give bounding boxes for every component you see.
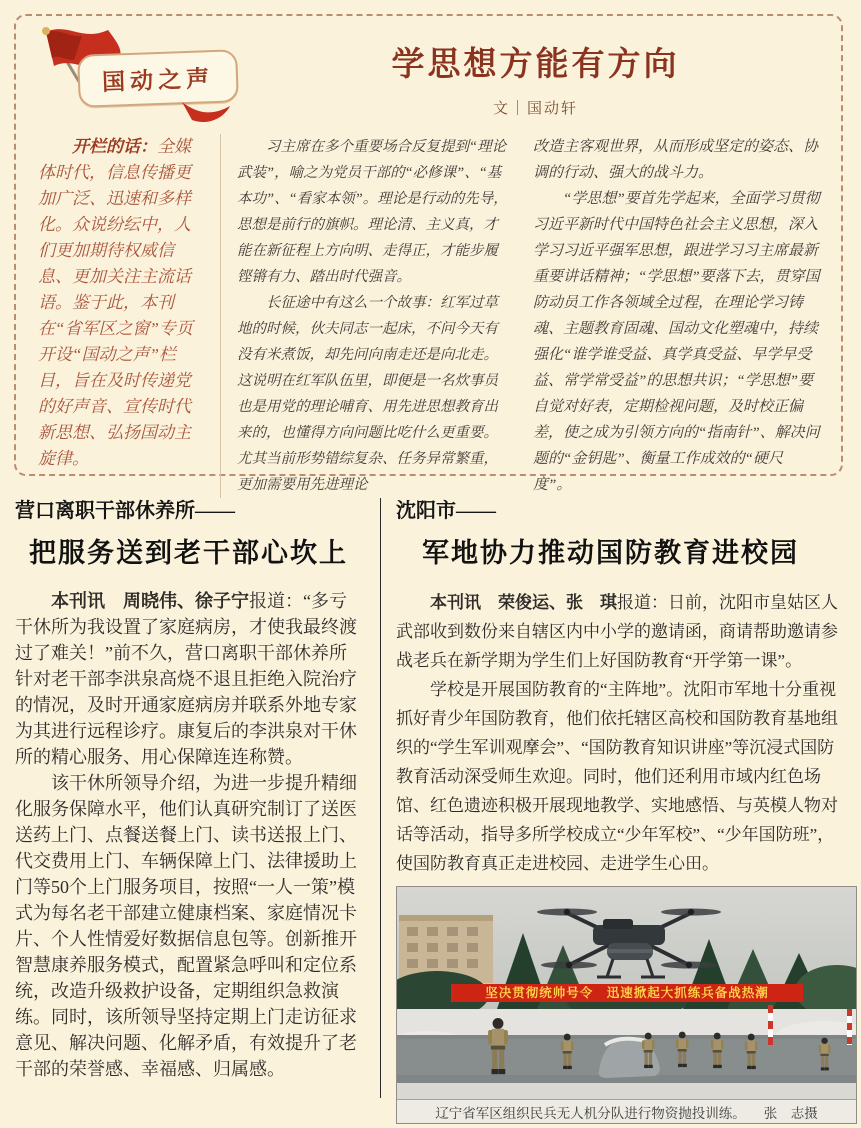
masthead-column-3 [521, 134, 821, 498]
article-left-headline: 把服务送到老干部心坎上 [29, 538, 348, 568]
masthead-col3-p1: 改造主客观世界，从而形成坚定的姿态、协调的行动、强大的战斗力。 [533, 139, 819, 181]
masthead-col2-p2: 长征途中有这么一个故事：红军过草地的时候，伙夫同志一起床，不问今天有没有米煮饭，却先问向南走还是向北走。这说明在红军队伍里，即便是一名炊事员也是用党的理论哺育、用先进思想教育出来的，也懂得方向问题比吃什么更重要。尤其当前形势错综复杂、任务异常繁重，更加需要用先进理论 [237, 295, 498, 493]
reporters: 荣俊运、张 琪 [498, 593, 617, 612]
photo-credit: 张 志摄 [763, 1105, 818, 1121]
photo-caption-text: 辽宁省军区组织民兵无人机分队进行物资抛投训练。 [435, 1105, 746, 1121]
article-right-headline: 军地协力推动国防教育进校园 [422, 538, 799, 568]
editor-note-column [38, 134, 221, 498]
editor-note-label: 开栏的话： [72, 137, 157, 156]
report-label: 报道： [617, 593, 668, 612]
article-right-p1-text: 日前，沈阳市皇姑区人武部收到数份来自辖区内中小学的邀请函，商请帮助邀请参战老兵在新学期为学生们上好国防教育“开学第一课”。 [396, 593, 838, 670]
photo-banner-text: 坚决贯彻统帅号令 迅速掀起大抓练兵备战热潮 [451, 984, 803, 1002]
badge-label: 国动之声 [101, 66, 215, 95]
article-left [15, 494, 363, 1082]
reporters: 周晓伟、徐子宁 [123, 591, 249, 611]
title-area [250, 26, 821, 118]
article-left-p2: 该干休所领导介绍，为进一步提升精细化服务保障水平，他们认真研究制订了送医送药上门、点餐送餐上门、读书送报上门、代交费用上门、车辆保障上门、法律援助上门等50个上门服务项目，按照“一人一策”模式为每名老干部建立健康档案、家庭情况卡片、个人性情爱好数据信息包等。创新推开智慧康养服务模式，配置紧急呼叫和定位系统，改造升级救护设备，定期组织急救演练。同时，该所领导坚持定期上门走访征求意见、解决问题、化解矛盾，有效提升了老干部的荣誉感、幸福感、归属感。 [15, 773, 357, 1079]
article-right-p2: 学校是开展国防教育的“主阵地”。沈阳市军地十分重视抓好青少年国防教育，他们依托辖区高校和国防教育基地组织的“学生军训观摩会”、“国防教育知识讲座”等沉浸式国防教育活动深受师生欢迎。同时，他们还利用市域内红色场馆、红色遗迹积极开展现地教学、实地感悟、与英模人物对话等活动，指导多所学校成立“少年军校”、“少年国防班”，使国防教育真正走进校园、走进学生心田。 [396, 680, 838, 873]
report-label: 报道： [249, 591, 303, 611]
masthead-header [38, 26, 821, 126]
photo-caption [397, 1099, 856, 1123]
article-right-kicker: 沈阳市—— [396, 500, 496, 522]
column-divider [380, 498, 381, 1098]
article-left-body [15, 588, 363, 1082]
dateline: 本刊讯 [430, 593, 481, 612]
byline: 文｜国动轩 [492, 101, 578, 117]
article-left-p1 [15, 588, 363, 770]
masthead-col3-p2: “学思想”要首先学起来，全面学习贯彻习近平新时代中国特色社会主义思想，深入学习习近平强军思想，跟进学习习主席最新重要讲话精神；“学思想”要落下去，贯穿国防动员工作各领域全过程，在理论学习铸魂、主题教育固魂、国动文化塑魂中，持续强化“谁学谁受益、真学真受益、早学早受益、常学常受益”的思想共识；“学思想”要自觉对好表，定期检视问题，及时校正偏差，使之成为引领方向的“指南针”、解决问题的“金钥匙”、衡量工作成效的“硬尺度”。 [533, 191, 820, 493]
masthead-col2-p1: 习主席在多个重要场合反复提到“理论武装”，喻之为党员干部的“必修课”、“基本功”、“看家本领”。理论是行动的先导，思想是前行的旗帜。理论清、主义真，才能在新征程上方向明、走得正，才能步履铿锵有力、踏出时代强音。 [237, 139, 508, 285]
article-left-p1-text: “多亏干休所为我设置了家庭病房，才使我最终渡过了难关！”前不久，营口离职干部休养所针对老干部李洪泉高烧不退且拒绝入院治疗的情况，及时开通家庭病房并联系外地专家为其进行远程诊疗。康复后的李洪泉对干休所的精心服务、用心保障连连称赞。 [15, 591, 357, 767]
photo-scene [397, 887, 856, 1123]
red-ribbon-icon [178, 100, 238, 126]
editor-note-text: 全媒体时代，信息传播更加广泛、迅速和多样化。众说纷纭中，人们更加期待权威信息、更加关注主流话语。鉴于此，本刊在“省军区之窗”专页开设“国动之声”栏目，旨在及时传递党的好声音、宣传时代新思想、弘扬国动主旋律。 [38, 137, 193, 468]
article-right [396, 494, 849, 1124]
news-photo [396, 886, 857, 1124]
article-left-kicker: 营口离职干部休养所—— [15, 500, 235, 522]
editor-note [38, 134, 206, 472]
dateline: 本刊讯 [51, 591, 105, 611]
page-title: 学思想方能有方向 [391, 45, 680, 82]
article-right-body [396, 588, 849, 878]
masthead-box [14, 14, 843, 493]
badge-box [77, 49, 239, 108]
article-right-p1 [396, 588, 849, 675]
masthead-columns [38, 134, 821, 498]
column-badge [38, 26, 250, 126]
masthead-column-2 [221, 134, 521, 498]
